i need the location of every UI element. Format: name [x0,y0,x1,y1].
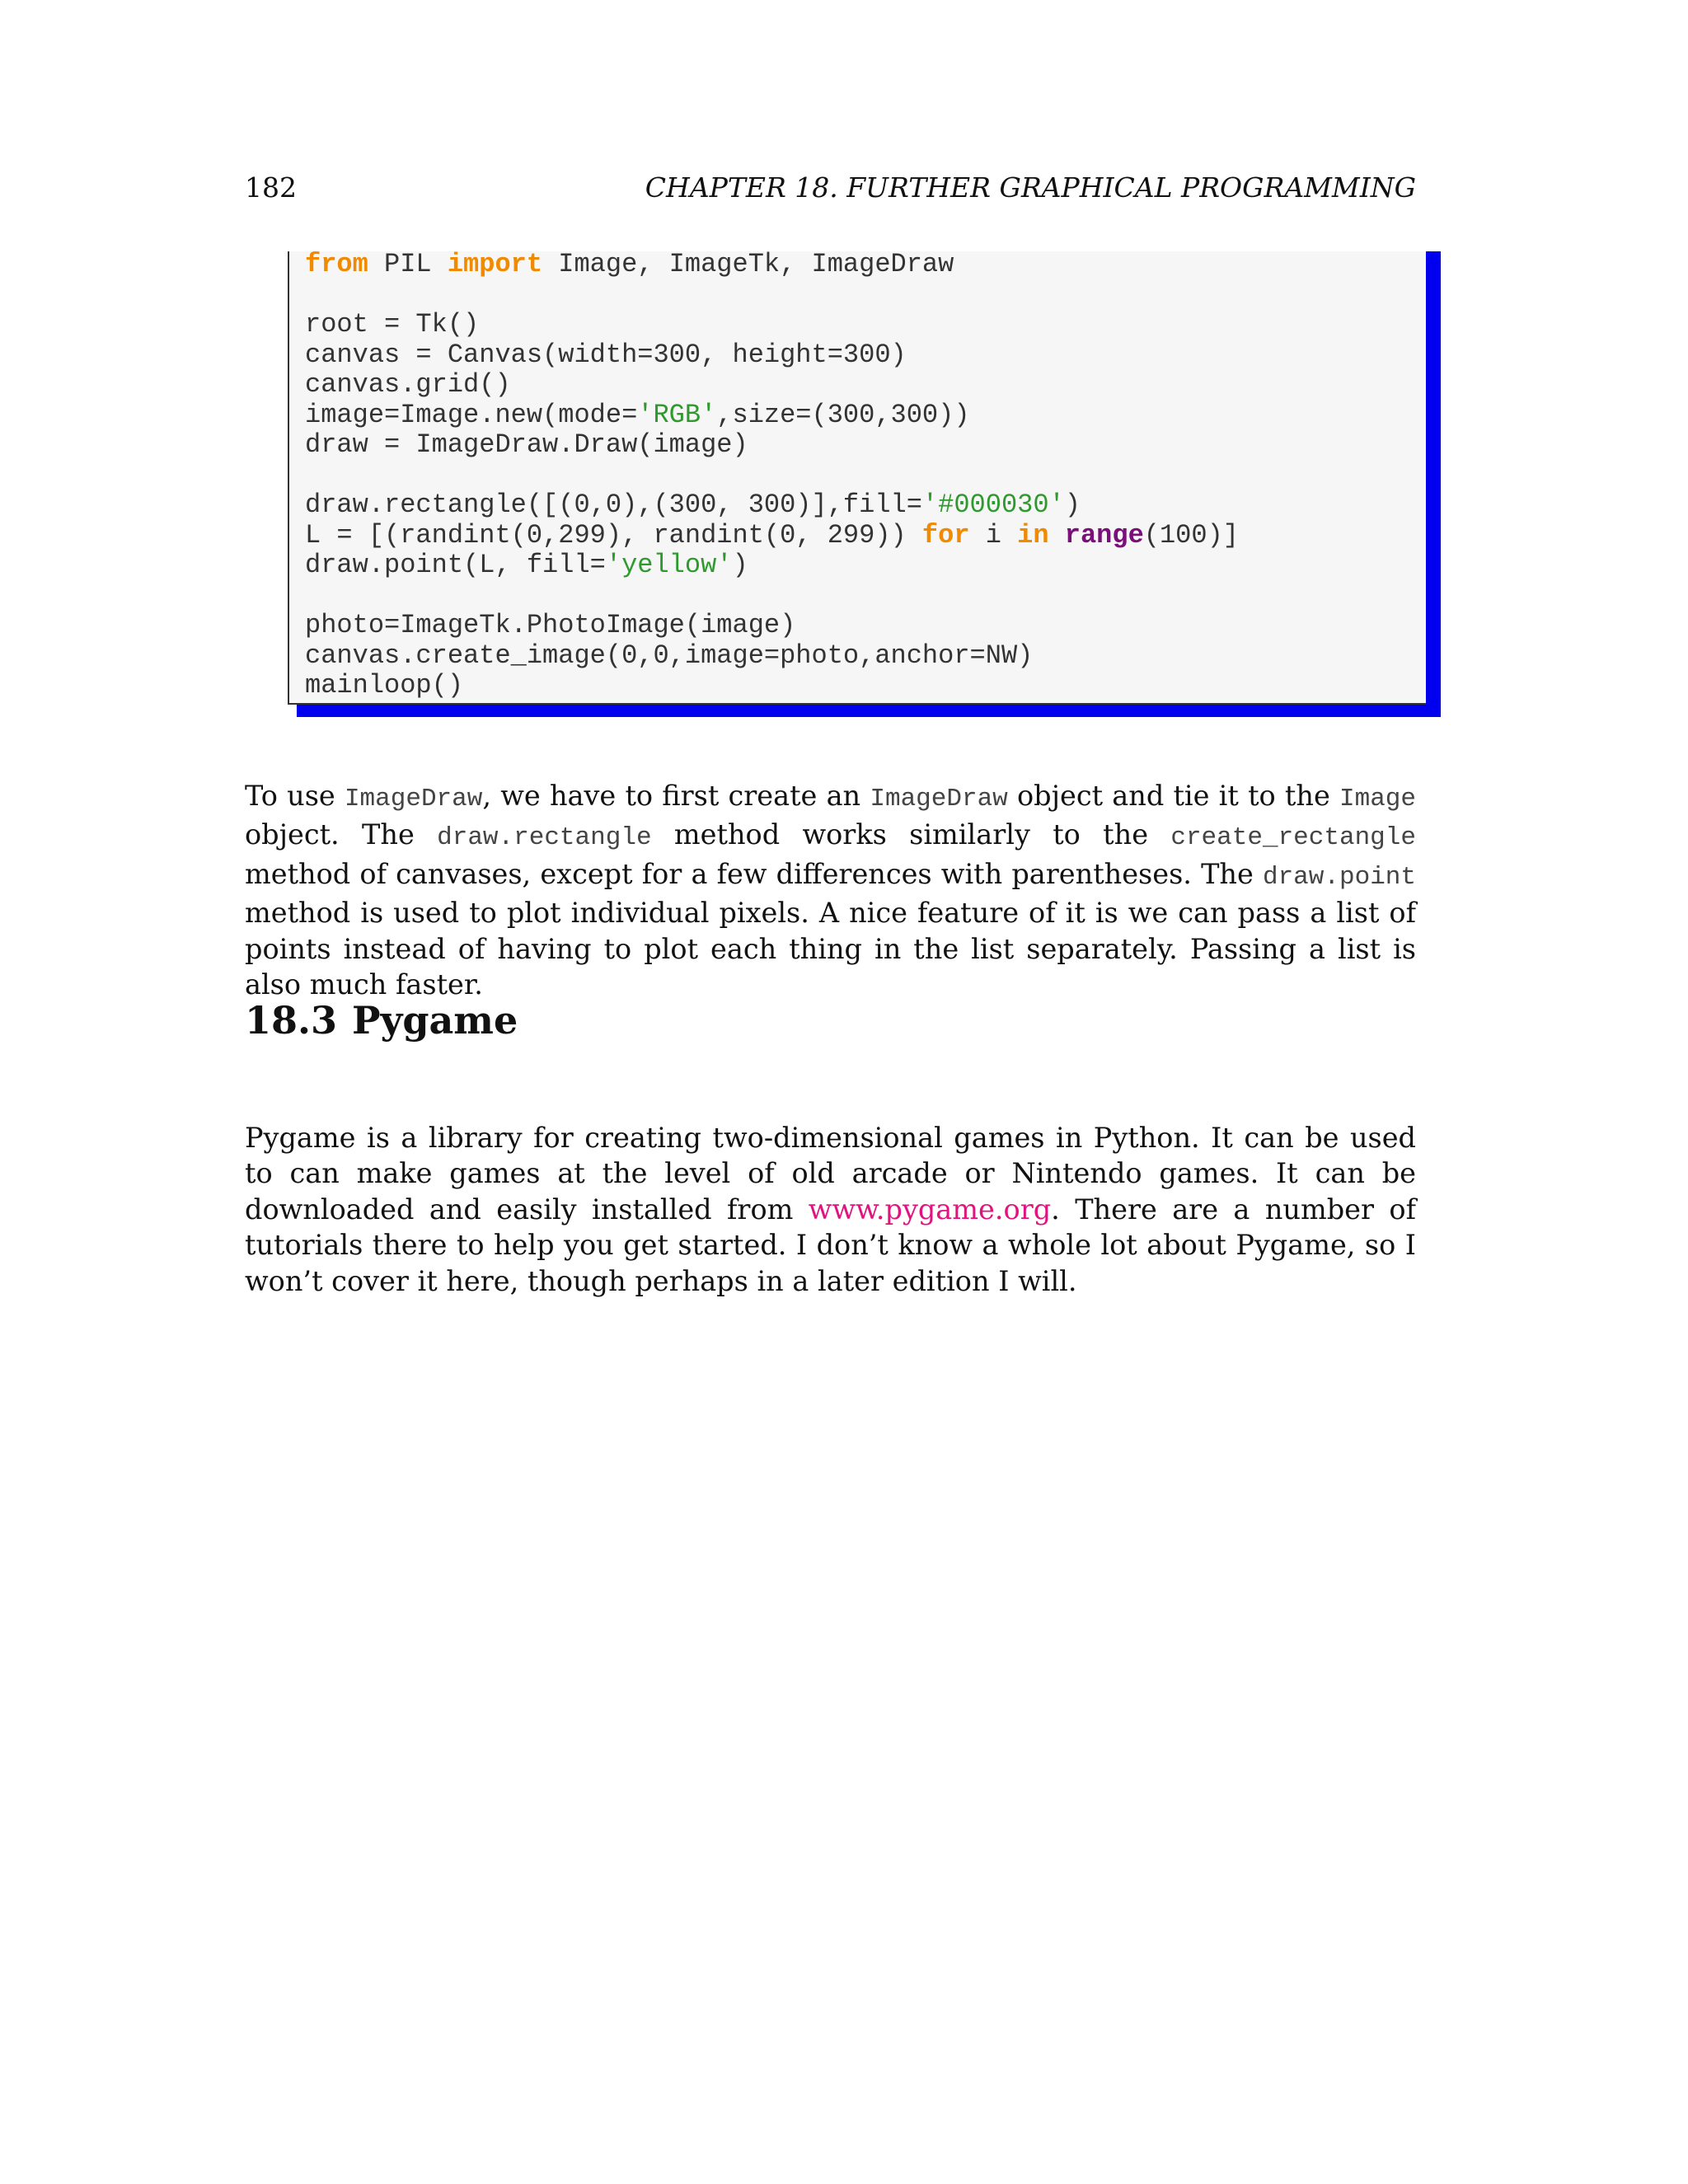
paragraph-text: Pygame is a library for creating two-dimensional games in Python. It can be used to can make games at the level of old arcade or Nintendo games. It can be downloaded and easily installed from [245,1121,1416,1226]
code-text: i [969,519,1018,551]
page-number: 182 [245,171,297,204]
inline-code: ImageDraw [870,784,1008,813]
code-line: canvas.grid() [305,369,511,400]
inline-code: ImageDraw [344,784,483,813]
code-text: L = [(randint(0,299), randint(0, 299)) [305,519,922,551]
code-keyword: in [1017,519,1049,551]
code-text: image=Image.new(mode= [305,399,638,430]
paragraph-text: , we have to first create an [482,779,870,812]
body-paragraph [245,1120,1416,1300]
paragraph-text: method works similarly to the [651,818,1171,851]
paragraph-text: . There are a number of tutorials there to help you get started. I don’t know a whole lot about Pygame, so I won’t cover it here, though perhaps in a later edition I will. [245,1193,1416,1297]
code-text: (100)] [1143,519,1239,551]
code-text: PIL [368,249,448,279]
code-text: draw.rectangle([(0,0),(300, 300)],fill= [305,490,922,520]
code-listing [305,250,1239,701]
inline-code: Image [1339,784,1416,813]
code-line: photo=ImageTk.PhotoImage(image) [305,610,796,640]
inline-code: draw.point [1262,862,1416,892]
code-blank-line [305,461,1239,491]
pygame-link[interactable]: www.pygame.org [808,1193,1052,1226]
code-blank-line [305,581,1239,612]
code-line: root = Tk() [305,309,480,340]
code-text: Image, ImageTk, ImageDraw [542,249,954,279]
inline-code: create_rectangle [1170,823,1416,852]
paragraph-text: method is used to plot individual pixels. A nice feature of it is we can pass a list of points instead of having to plot each thing in the list separately. Passing a list is also much faster. [245,897,1416,1001]
code-string: 'yellow' [605,550,733,580]
code-text: ,size=(300,300)) [716,399,970,430]
code-string: '#000030' [921,490,1065,520]
code-string: 'RGB' [637,399,717,430]
code-blank-line [305,280,1239,311]
code-keyword: from [305,249,368,279]
code-text [1049,520,1065,551]
code-line [305,551,1239,581]
code-line [305,250,1239,280]
running-header: CHAPTER 18. FURTHER GRAPHICAL PROGRAMMING [645,171,1416,204]
section-heading [245,997,518,1043]
code-line: canvas.create_image(0,0,image=photo,anchor=NW) [305,640,1034,671]
code-builtin: range [1064,519,1144,551]
paragraph-text: To use [245,779,345,812]
section-title: Pygame [352,998,518,1043]
section-number: 18.3 [245,998,338,1043]
code-line: canvas = Canvas(width=300, height=300) [305,339,907,370]
code-line: mainloop() [305,670,464,701]
code-keyword: import [447,249,543,279]
code-text: draw.point(L, fill= [305,550,606,580]
code-line [305,401,1239,431]
code-line [305,490,1239,521]
inline-code: draw.rectangle [437,823,652,852]
paragraph-text: object. The [245,818,438,851]
body-paragraph [245,778,1416,1003]
paragraph-text: object and tie it to the [1007,779,1339,812]
code-line [305,521,1239,551]
code-text: ) [1064,490,1081,520]
paragraph-text: method of canvases, except for a few differences with parentheses. The [245,857,1263,890]
code-keyword: for [921,519,970,551]
code-line: draw = ImageDraw.Draw(image) [305,429,748,460]
code-text: ) [732,550,748,580]
